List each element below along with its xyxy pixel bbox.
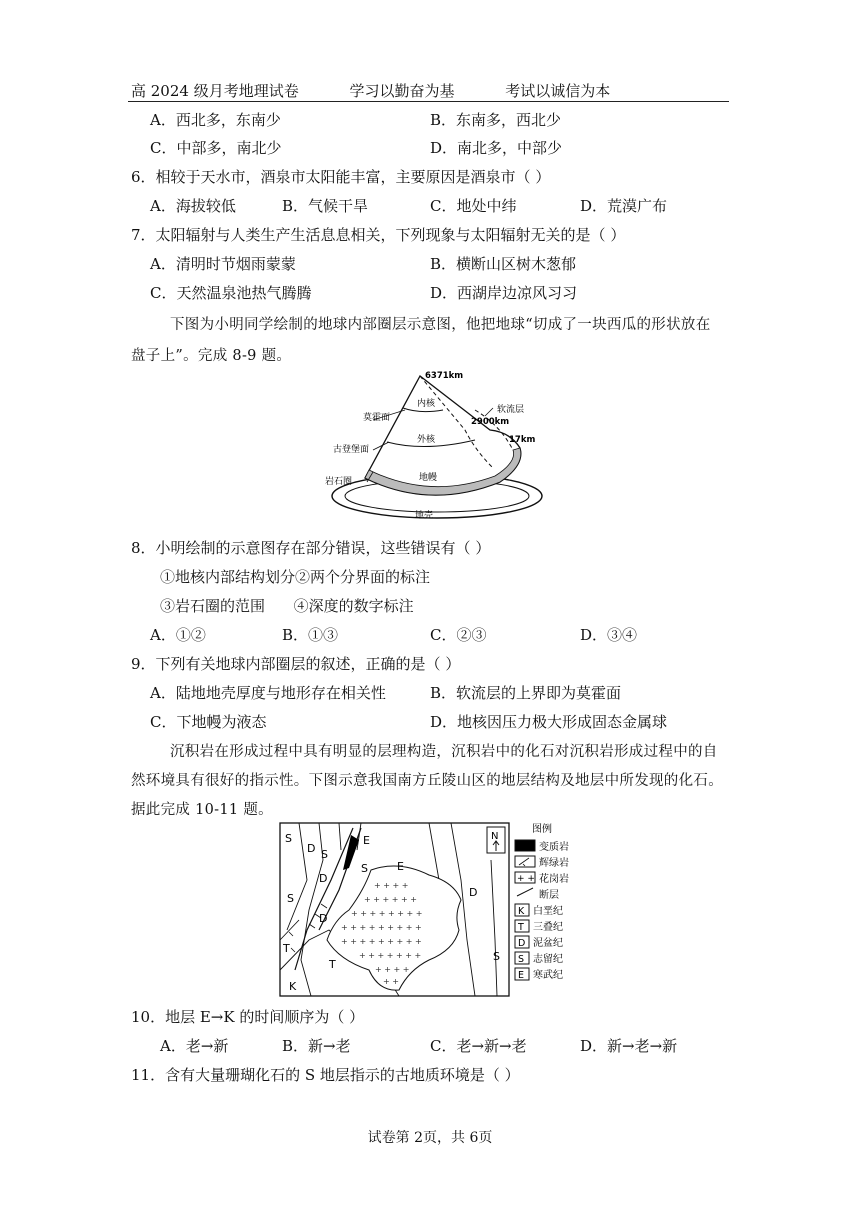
legend-code-t: T <box>518 922 524 933</box>
map-letter-s2: S <box>321 848 328 861</box>
header-motto-1: 学习以勤奋为基 <box>349 82 455 100</box>
map-letter-e1: E <box>363 834 370 847</box>
leader-asthenosphere <box>485 408 493 416</box>
legend-code-s: S <box>518 954 525 965</box>
map-letter-d3: D <box>319 912 328 925</box>
label-17km: 17km <box>509 435 536 445</box>
legend-swatch-diabase <box>515 856 535 867</box>
intro-10-11-line2: 然环境具有很好的指示性。下图示意我国南方丘陵山区的地层结构及地层中所发现的化石。 <box>131 773 723 789</box>
legend-code-k: K <box>518 906 525 917</box>
q8-option-d: D．③④ <box>580 626 638 644</box>
q7-stem: 7．太阳辐射与人类生产生活息息相关，下列现象与太阳辐射无关的是（ ） <box>131 226 626 244</box>
earth-interior-diagram <box>325 370 545 530</box>
q6-option-a: A．海拔较低 <box>150 197 236 215</box>
svg-text:+ + + +: + + + + <box>374 881 409 890</box>
label-mantle: 地幔 <box>419 473 438 483</box>
q9-option-c: C．下地幔为液态 <box>150 713 267 731</box>
q5-option-d: D．南北多，中部少 <box>430 139 563 157</box>
map-letter-s1: S <box>285 832 292 845</box>
q6-option-c: C．地处中纬 <box>430 197 517 215</box>
q10-option-c: C．老→新→老 <box>430 1037 527 1055</box>
legend-item-triassic: 三叠纪 <box>533 922 563 933</box>
q8-item-line2: ③岩石圈的范围 ④深度的数字标注 <box>160 597 414 615</box>
map-letter-s3: S <box>361 862 368 875</box>
label-lithosphere: 岩石圈 <box>325 477 353 487</box>
q8-stem: 8．小明绘制的示意图存在部分错误，这些错误有（ ） <box>131 539 491 557</box>
q5-option-c: C．中部多，南北少 <box>150 139 282 157</box>
intro-8-9-line1: 下图为小明同学绘制的地球内部圈层示意图，他把地球“切成了一块西瓜的形状放在 <box>170 317 711 333</box>
geologic-map <box>279 820 581 1000</box>
svg-text:+ +: + + <box>383 977 399 986</box>
q6-stem: 6．相较于天水市，酒泉市太阳能丰富，主要原因是酒泉市（ ） <box>131 168 551 186</box>
q5-option-b: B．东南多，西北少 <box>430 111 562 129</box>
legend-item-cambrian: 寒武纪 <box>533 970 563 981</box>
svg-text:+ + + + + + + + +: + + + + + + + + + <box>341 937 422 946</box>
svg-text:+ + + +: + + + + <box>375 965 410 974</box>
q6-option-d: D．荒漠广布 <box>580 197 668 215</box>
q8-item-line1: ①地核内部结构划分②两个分界面的标注 <box>160 568 431 586</box>
header-exam-title: 高 2024 级月考地理试卷 <box>131 82 299 100</box>
label-2900km: 2900km <box>471 417 510 427</box>
header-rule <box>128 101 729 102</box>
map-letter-s5: S <box>493 950 500 963</box>
legend-title: 图例 <box>532 824 552 835</box>
map-letter-s4: S <box>287 892 294 905</box>
q10-option-d: D．新→老→新 <box>580 1037 678 1055</box>
q10-stem: 10．地层 E→K 的时间顺序为（ ） <box>131 1008 365 1026</box>
label-asthenosphere: 软流层 <box>497 405 525 415</box>
map-letter-d1: D <box>307 842 316 855</box>
svg-text:+ +: + + <box>517 874 535 884</box>
q8-option-a: A．①② <box>150 626 206 644</box>
label-outer-core: 外核 <box>417 435 436 445</box>
legend-swatch-metamorphic <box>515 840 535 851</box>
page-header <box>131 80 656 101</box>
svg-text:+ + + + + +: + + + + + + <box>364 895 417 904</box>
legend-code-e: E <box>518 970 525 981</box>
q10-option-a: A．老→新 <box>160 1037 229 1055</box>
q9-option-d: D．地核因压力极大形成固态金属球 <box>430 713 668 731</box>
legend-item-granite: 花岗岩 <box>539 874 569 885</box>
north-arrow-label: N <box>491 831 499 842</box>
map-letter-k1: K <box>289 980 297 993</box>
svg-text:+ + + + + + + +: + + + + + + + + <box>351 909 423 918</box>
map-letter-t2: T <box>329 958 336 971</box>
legend-swatch-fault <box>517 888 533 896</box>
map-letter-d2: D <box>319 872 328 885</box>
q11-stem: 11．含有大量珊瑚化石的 S 地层指示的古地质环境是（ ） <box>131 1066 520 1084</box>
legend-item-fault: 断层 <box>539 890 559 901</box>
svg-text:+ + + + + + + + +: + + + + + + + + + <box>341 923 422 932</box>
label-moho: 莫霍面 <box>363 413 391 423</box>
legend-code-d: D <box>518 938 526 949</box>
legend-item-metamorphic: 变质岩 <box>539 842 569 853</box>
intro-8-9-line2: 盘子上”。完成 8-9 题。 <box>131 348 292 364</box>
q7-option-d: D．西湖岸边凉风习习 <box>430 284 578 302</box>
label-6371km: 6371km <box>425 371 464 381</box>
q10-option-b: B．新→老 <box>282 1037 351 1055</box>
map-letter-d4: D <box>469 886 478 899</box>
map-letter-e2: E <box>397 860 404 873</box>
q7-option-a: A．清明时节烟雨蒙蒙 <box>150 255 296 273</box>
legend-item-diabase: 辉绿岩 <box>539 858 569 869</box>
q8-option-b: B．①③ <box>282 626 339 644</box>
q9-option-a: A．陆地地壳厚度与地形存在相关性 <box>150 684 386 702</box>
q8-option-c: C．②③ <box>430 626 487 644</box>
legend-item-devonian: 泥盆纪 <box>533 938 563 949</box>
q7-option-c: C．天然温泉池热气腾腾 <box>150 284 312 302</box>
legend-item-cretaceous: 白垩纪 <box>533 906 563 917</box>
map-letter-t1: T <box>283 942 290 955</box>
label-crust: 地壳 <box>415 511 434 521</box>
legend <box>515 822 569 981</box>
intro-10-11-line3: 据此完成 10-11 题。 <box>131 802 273 818</box>
label-gutenberg: 古登堡面 <box>333 445 370 455</box>
q6-option-b: B．气候干旱 <box>282 197 369 215</box>
q9-option-b: B．软流层的上界即为莫霍面 <box>430 684 622 702</box>
q7-option-b: B．横断山区树木葱郁 <box>430 255 577 273</box>
q9-stem: 9．下列有关地球内部圈层的叙述，正确的是（ ） <box>131 655 461 673</box>
intro-10-11-line1: 沉积岩在形成过程中具有明显的层理构造，沉积岩中的化石对沉积岩形成过程中的自 <box>170 744 718 760</box>
legend-item-silurian: 志留纪 <box>533 954 563 965</box>
label-inner-core: 内核 <box>417 399 436 409</box>
svg-text:+ + + + + + +: + + + + + + + <box>359 951 422 960</box>
q5-option-a: A．西北多，东南少 <box>150 111 281 129</box>
header-motto-2: 考试以诚信为本 <box>505 82 611 100</box>
page-footer: 试卷第 2页，共 6页 <box>367 1130 493 1146</box>
